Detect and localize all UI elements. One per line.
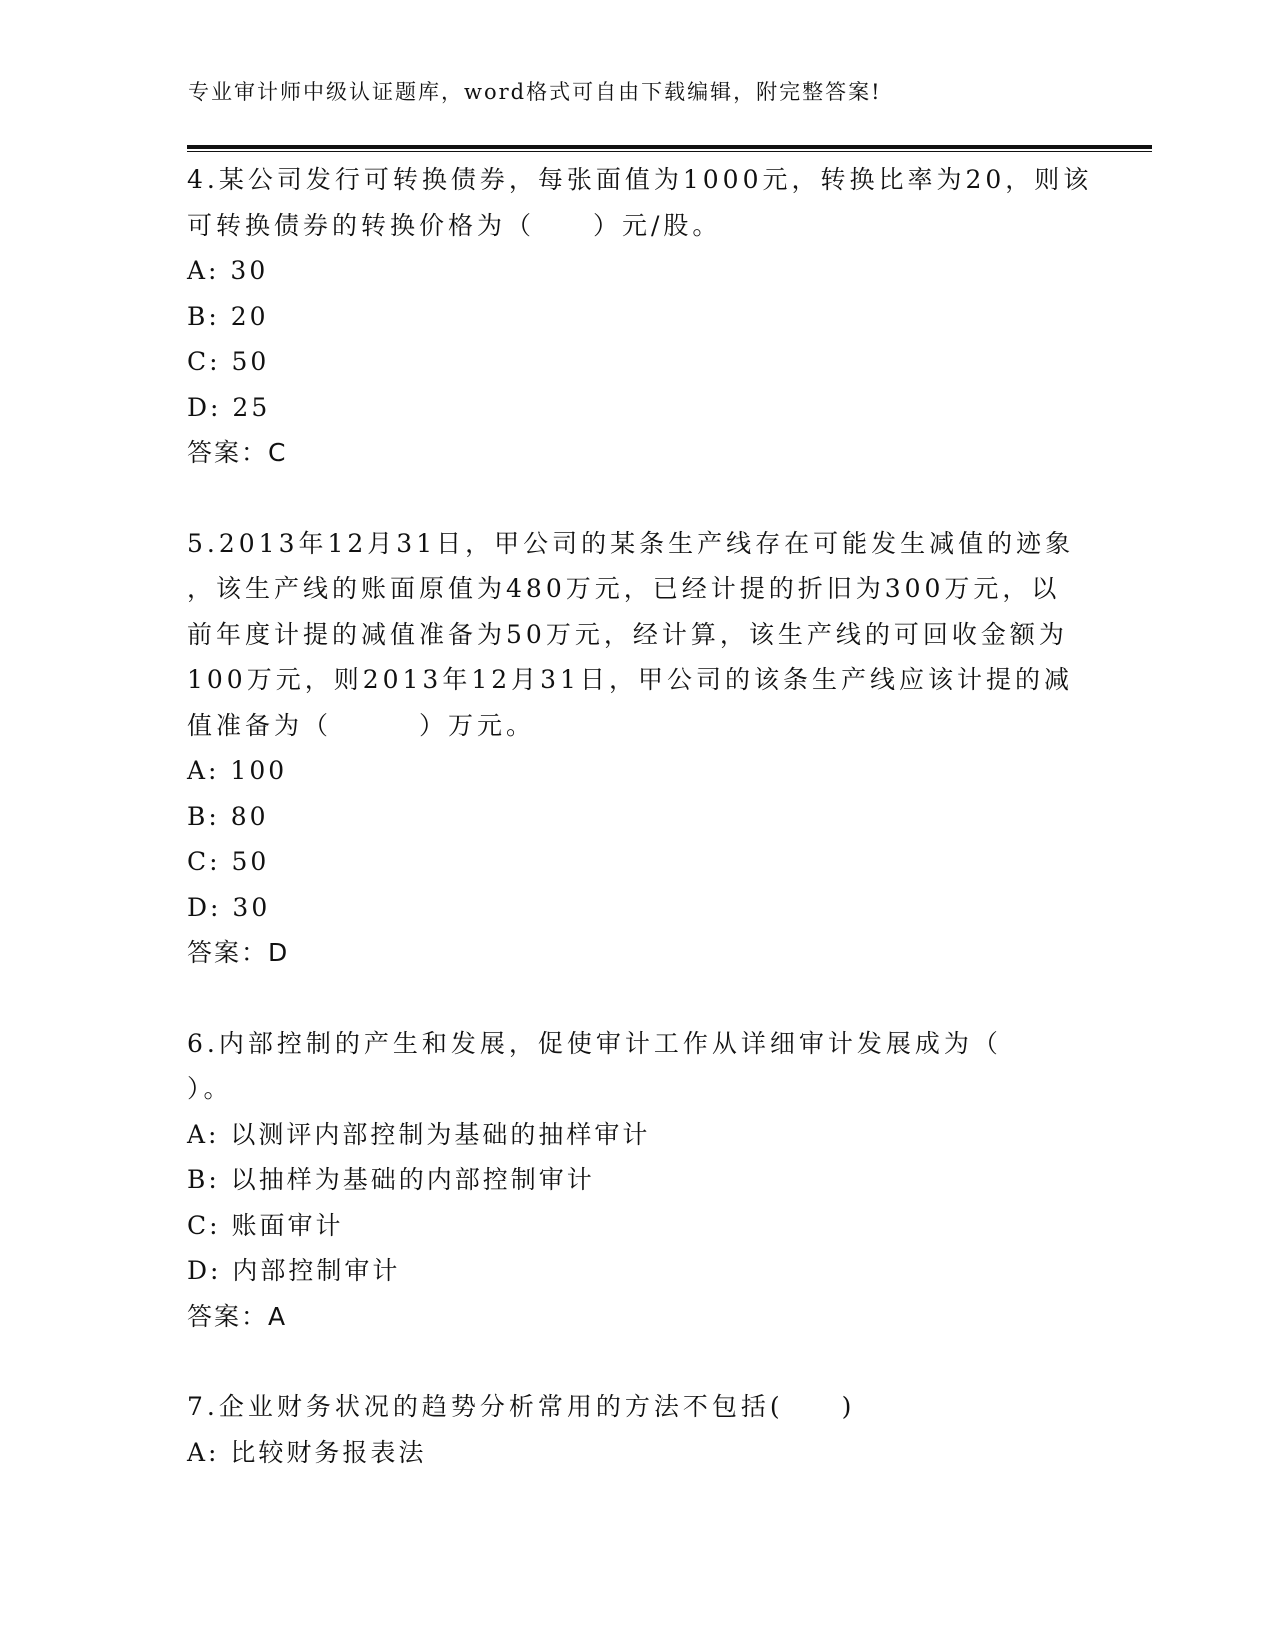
option-a: A: 以测评内部控制为基础的抽样审计 xyxy=(187,1119,651,1149)
question-text-line: 4.某公司发行可转换债券，每张面值为1000元，转换比率为20，则该 xyxy=(187,165,1093,194)
question-spacer xyxy=(187,476,1087,521)
option-b: B: 20 xyxy=(187,301,269,331)
question-text-line: ）。 xyxy=(187,1074,233,1103)
question-6 xyxy=(187,1021,1087,1340)
question-text-line: 值准备为（ ）万元。 xyxy=(187,710,536,740)
question-text-line: 5.2013年12月31日，甲公司的某条生产线存在可能发生减值的迹象 xyxy=(187,528,1075,558)
question-text-line: 7.企业财务状况的趋势分析常用的方法不包括( ) xyxy=(187,1392,856,1421)
header-divider-thin xyxy=(187,151,1152,152)
option-c: C: 50 xyxy=(187,347,270,376)
option-c: C: 账面审计 xyxy=(187,1210,344,1240)
question-text-line: ，该生产线的账面原值为480万元，已经计提的折旧为300万元，以 xyxy=(187,574,1061,603)
question-text-line: 6.内部控制的产生和发展，促使审计工作从详细审计发展成为（ xyxy=(187,1028,1002,1058)
header-divider-thick xyxy=(187,145,1152,149)
question-list xyxy=(187,157,1093,1475)
question-text-line: 可转换债券的转换价格为（ ）元/股。 xyxy=(187,210,722,240)
option-a: A: 比较财务报表法 xyxy=(187,1437,427,1467)
option-b: B: 80 xyxy=(187,801,269,831)
page-header: 专业审计师中级认证题库，word格式可自由下载编辑，附完整答案! xyxy=(188,80,882,104)
question-text-line: 100万元，则2013年12月31日，甲公司的该条生产线应该计提的减 xyxy=(187,665,1073,694)
option-a: A: 30 xyxy=(187,256,269,285)
option-d: D: 25 xyxy=(187,392,271,422)
question-5 xyxy=(187,521,1087,976)
question-spacer xyxy=(187,976,1087,1021)
question-text-line: 前年度计提的减值准备为50万元，经计算，该生产线的可回收金额为 xyxy=(187,619,1068,649)
answer-line: 答案：D xyxy=(187,938,290,967)
answer-line: 答案：A xyxy=(187,1301,288,1331)
option-b: B: 以抽样为基础的内部控制审计 xyxy=(187,1165,595,1194)
option-d: D: 30 xyxy=(187,892,271,922)
question-spacer xyxy=(187,1339,1087,1384)
question-7 xyxy=(187,1384,1087,1475)
option-c: C: 50 xyxy=(187,847,270,876)
question-4 xyxy=(187,157,1093,476)
option-a: A: 100 xyxy=(187,756,288,785)
option-d: D: 内部控制审计 xyxy=(187,1256,401,1285)
answer-line: 答案：C xyxy=(187,438,288,467)
